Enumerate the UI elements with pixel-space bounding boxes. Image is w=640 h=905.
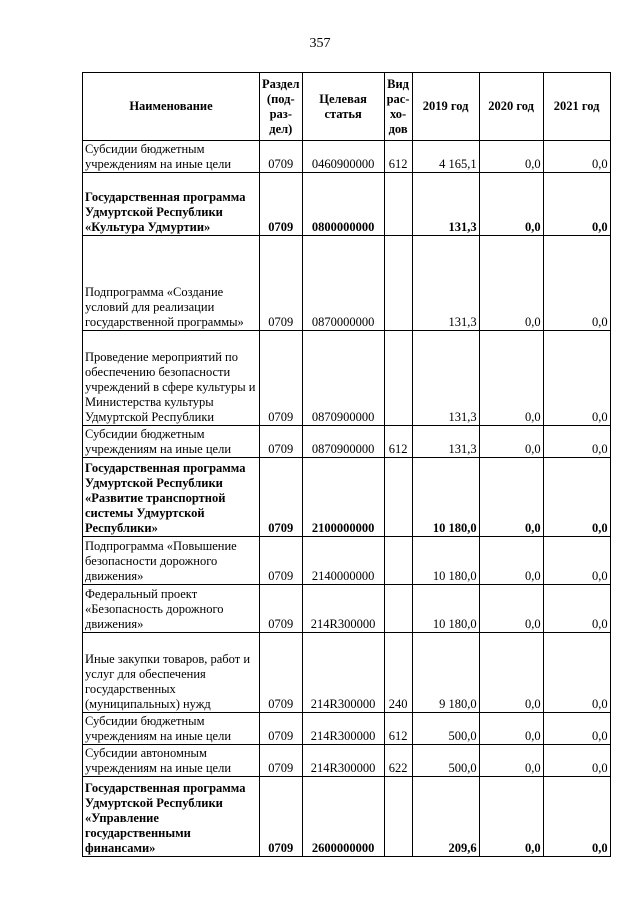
cell-section: 0709: [260, 331, 303, 426]
header-2019: 2019 год: [412, 73, 479, 141]
cell-section: 0709: [260, 777, 303, 857]
cell-section: 0709: [260, 426, 303, 458]
cell-2021: 0,0: [543, 713, 610, 745]
header-type: Вид рас-хо-дов: [384, 73, 412, 141]
cell-section: 0709: [260, 458, 303, 537]
cell-2021: 0,0: [543, 331, 610, 426]
cell-2019: 209,6: [412, 777, 479, 857]
cell-2021: 0,0: [543, 745, 610, 777]
cell-name: Федеральный проект «Безопасность дорожного движения»: [83, 585, 260, 633]
cell-type: [384, 537, 412, 585]
cell-2021: 0,0: [543, 236, 610, 331]
cell-name: Государственная программа Удмуртской Республики «Развитие транспортной системы Удмуртской Республики»: [83, 458, 260, 537]
cell-target: 0460900000: [302, 141, 384, 173]
header-2020: 2020 год: [479, 73, 543, 141]
cell-section: 0709: [260, 585, 303, 633]
cell-name: Государственная программа Удмуртской Республики «Управление государственными финансами»: [83, 777, 260, 857]
cell-2021: 0,0: [543, 173, 610, 236]
cell-name: Иные закупки товаров, работ и услуг для обеспечения государственных (муниципальных) нужд: [83, 633, 260, 713]
cell-2020: 0,0: [479, 141, 543, 173]
cell-type: [384, 173, 412, 236]
cell-target: 2600000000: [302, 777, 384, 857]
cell-2019: 131,3: [412, 426, 479, 458]
cell-2020: 0,0: [479, 585, 543, 633]
cell-2019: 131,3: [412, 173, 479, 236]
cell-type: [384, 585, 412, 633]
cell-2020: 0,0: [479, 458, 543, 537]
cell-2019: 4 165,1: [412, 141, 479, 173]
cell-type: 622: [384, 745, 412, 777]
cell-section: 0709: [260, 236, 303, 331]
cell-type: 240: [384, 633, 412, 713]
cell-name: Подпрограмма «Создание условий для реализации государственной программы»: [83, 236, 260, 331]
table-row: [83, 236, 611, 331]
cell-2020: 0,0: [479, 537, 543, 585]
cell-2019: 9 180,0: [412, 633, 479, 713]
cell-2019: 500,0: [412, 713, 479, 745]
cell-2020: 0,0: [479, 777, 543, 857]
table-row: [83, 458, 611, 537]
table-row: [83, 777, 611, 857]
table-row: [83, 745, 611, 777]
cell-name: Субсидии бюджетным учреждениям на иные цели: [83, 713, 260, 745]
header-name: Наименование: [83, 73, 260, 141]
table-row: [83, 537, 611, 585]
cell-2020: 0,0: [479, 331, 543, 426]
cell-section: 0709: [260, 633, 303, 713]
cell-2021: 0,0: [543, 458, 610, 537]
cell-2019: 10 180,0: [412, 458, 479, 537]
cell-name: Проведение мероприятий по обеспечению безопасности учреждений в сфере культуры и Министерства культуры Удмуртской Республики: [83, 331, 260, 426]
cell-2020: 0,0: [479, 633, 543, 713]
header-section: Раздел (под-раз-дел): [260, 73, 303, 141]
cell-2021: 0,0: [543, 777, 610, 857]
cell-2019: 131,3: [412, 236, 479, 331]
header-2021: 2021 год: [543, 73, 610, 141]
cell-section: 0709: [260, 745, 303, 777]
cell-section: 0709: [260, 141, 303, 173]
cell-2021: 0,0: [543, 426, 610, 458]
table-row: [83, 331, 611, 426]
cell-2019: 10 180,0: [412, 585, 479, 633]
cell-target: 0870000000: [302, 236, 384, 331]
cell-name: Субсидии бюджетным учреждениям на иные цели: [83, 426, 260, 458]
cell-2020: 0,0: [479, 713, 543, 745]
table-body: [83, 141, 611, 857]
table-row: [83, 633, 611, 713]
table-row: [83, 713, 611, 745]
table-row: [83, 141, 611, 173]
table-row: [83, 426, 611, 458]
table-header-row: [83, 73, 611, 141]
cell-section: 0709: [260, 713, 303, 745]
cell-type: [384, 777, 412, 857]
cell-type: [384, 331, 412, 426]
cell-target: 214R300000: [302, 745, 384, 777]
cell-target: 0870900000: [302, 426, 384, 458]
cell-type: 612: [384, 141, 412, 173]
cell-name: Государственная программа Удмуртской Республики «Культура Удмуртии»: [83, 173, 260, 236]
header-target: Целевая статья: [302, 73, 384, 141]
cell-section: 0709: [260, 537, 303, 585]
table-row: [83, 173, 611, 236]
cell-type: [384, 236, 412, 331]
cell-2020: 0,0: [479, 745, 543, 777]
cell-type: [384, 458, 412, 537]
cell-2019: 10 180,0: [412, 537, 479, 585]
budget-table: [82, 72, 611, 857]
cell-2021: 0,0: [543, 633, 610, 713]
cell-name: Подпрограмма «Повышение безопасности дорожного движения»: [83, 537, 260, 585]
table-row: [83, 585, 611, 633]
page-number: 357: [309, 36, 331, 51]
cell-target: 0870900000: [302, 331, 384, 426]
cell-target: 214R300000: [302, 633, 384, 713]
cell-type: 612: [384, 426, 412, 458]
cell-target: 2100000000: [302, 458, 384, 537]
cell-name: Субсидии автономным учреждениям на иные цели: [83, 745, 260, 777]
cell-target: 2140000000: [302, 537, 384, 585]
cell-target: 0800000000: [302, 173, 384, 236]
cell-target: 214R300000: [302, 585, 384, 633]
cell-name: Субсидии бюджетным учреждениям на иные цели: [83, 141, 260, 173]
cell-2021: 0,0: [543, 537, 610, 585]
cell-2020: 0,0: [479, 173, 543, 236]
cell-section: 0709: [260, 173, 303, 236]
cell-2019: 500,0: [412, 745, 479, 777]
cell-type: 612: [384, 713, 412, 745]
cell-2021: 0,0: [543, 141, 610, 173]
cell-2020: 0,0: [479, 426, 543, 458]
cell-2019: 131,3: [412, 331, 479, 426]
cell-2020: 0,0: [479, 236, 543, 331]
cell-2021: 0,0: [543, 585, 610, 633]
cell-target: 214R300000: [302, 713, 384, 745]
